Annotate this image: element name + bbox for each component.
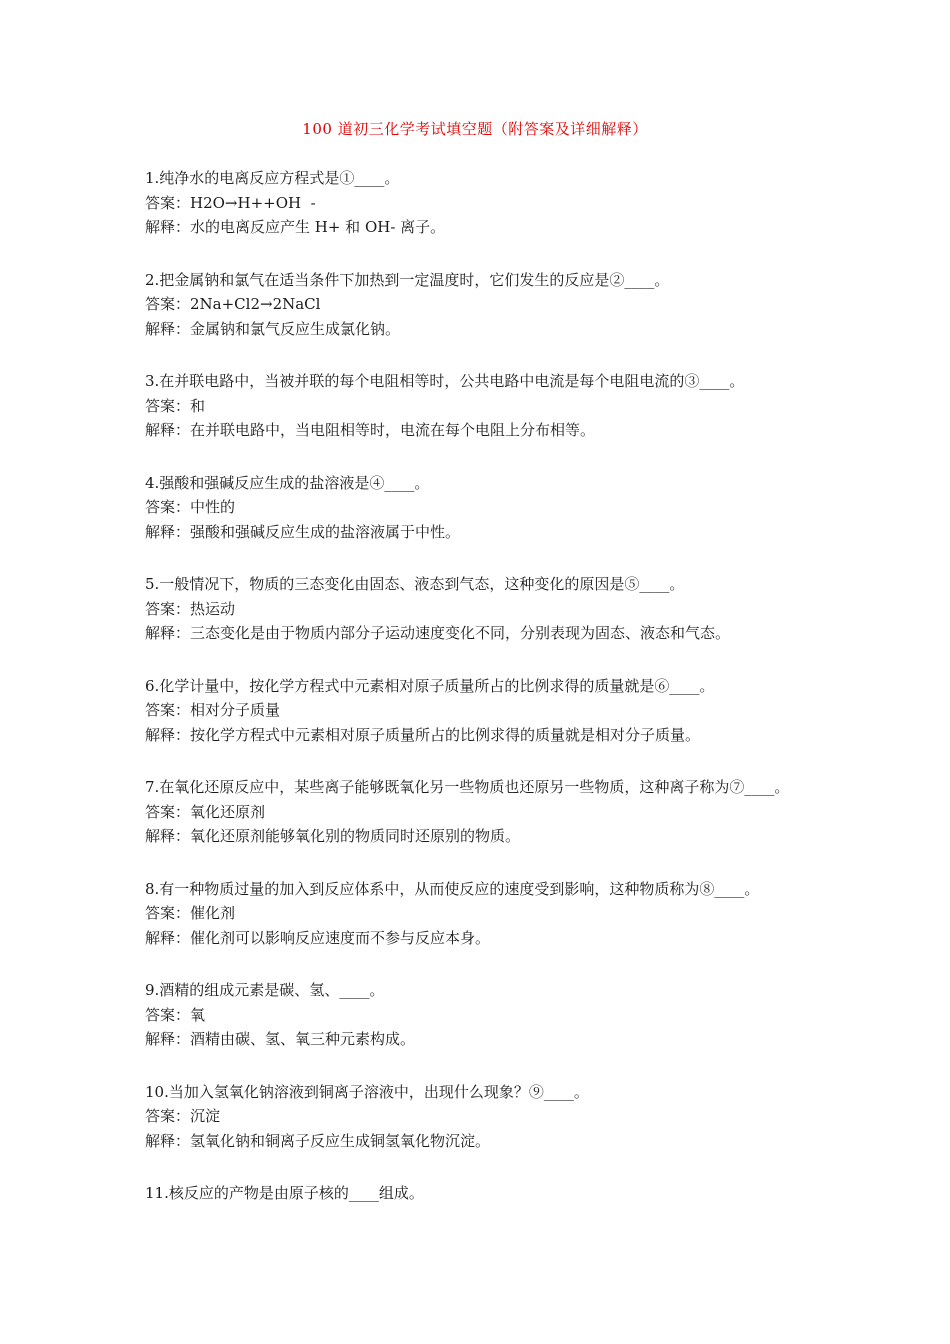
- question-text: 7.在氧化还原反应中，某些离子能够既氧化另一些物质也还原另一些物质，这种离子称为⑦____。: [145, 778, 790, 796]
- question-text: 9.酒精的组成元素是碳、氢、____。: [145, 981, 385, 999]
- explanation-text: 解释：三态变化是由于物质内部分子运动速度变化不同，分别表现为固态、液态和气态。: [145, 624, 731, 642]
- question-block: [145, 572, 815, 646]
- question-text: 8.有一种物质过量的加入到反应体系中，从而使反应的速度受到影响，这种物质称为⑧____。: [145, 879, 760, 898]
- explanation-text: 解释：催化剂可以影响反应速度而不参与反应本身。: [145, 928, 491, 947]
- question-block: [145, 166, 815, 240]
- answer-text: 答案：2Na+Cl2→2NaCl: [145, 295, 321, 313]
- explanation-text: 解释：在并联电路中，当电阻相等时，电流在每个电阻上分布相等。: [145, 421, 596, 439]
- question-block: [145, 978, 815, 1052]
- question-text: 3.在并联电路中，当被并联的每个电阻相等时，公共电路中电流是每个电阻电流的③____。: [145, 372, 745, 390]
- question-block: [145, 674, 815, 748]
- question-block: [145, 877, 815, 951]
- answer-text: 答案：H2O→H++OH -: [145, 193, 316, 212]
- answer-text: 答案：热运动: [145, 599, 236, 618]
- question-text: 1.纯净水的电离反应方程式是①____。: [145, 169, 400, 187]
- explanation-text: 解释：氧化还原剂能够氧化别的物质同时还原别的物质。: [145, 827, 521, 845]
- answer-text: 答案：氧: [145, 1005, 206, 1024]
- question-text: 4.强酸和强碱反应生成的盐溶液是④____。: [145, 473, 430, 492]
- question-text: 10.当加入氢氧化钠溶液到铜离子溶液中，出现什么现象？⑨____。: [145, 1082, 589, 1101]
- explanation-text: 解释：氢氧化钠和铜离子反应生成铜氢氧化物沉淀。: [145, 1131, 491, 1150]
- question-text: 6.化学计量中，按化学方程式中元素相对原子质量所占的比例求得的质量就是⑥____。: [145, 676, 715, 695]
- explanation-text: 解释：水的电离反应产生 H+ 和 OH- 离子。: [145, 218, 446, 236]
- answer-text: 答案：沉淀: [145, 1107, 221, 1125]
- answer-text: 答案：相对分子质量: [145, 701, 281, 719]
- question-block: [145, 775, 815, 849]
- question-block: [145, 268, 815, 342]
- answer-text: 答案：中性的: [145, 498, 236, 516]
- answer-text: 答案：和: [145, 396, 206, 415]
- question-text: 11.核反应的产物是由原子核的____组成。: [145, 1184, 424, 1202]
- answer-text: 答案：催化剂: [145, 904, 236, 922]
- explanation-text: 解释：强酸和强碱反应生成的盐溶液属于中性。: [145, 522, 461, 541]
- question-text: 2.把金属钠和氯气在适当条件下加热到一定温度时，它们发生的反应是②____。: [145, 270, 670, 289]
- question-block: [145, 471, 815, 545]
- question-block: [145, 1080, 815, 1154]
- question-text: 5.一般情况下，物质的三态变化由固态、液态到气态，这种变化的原因是⑤____。: [145, 575, 685, 593]
- question-block: [145, 369, 815, 443]
- document-title: 100 道初三化学考试填空题（附答案及详细解释）: [302, 120, 648, 138]
- question-block: [145, 1181, 815, 1206]
- answer-text: 答案：氧化还原剂: [145, 802, 266, 821]
- explanation-text: 解释：金属钠和氯气反应生成氯化钠。: [145, 319, 401, 338]
- explanation-text: 解释：酒精由碳、氢、氧三种元素构成。: [145, 1030, 416, 1048]
- question-list: [145, 166, 815, 1234]
- explanation-text: 解释：按化学方程式中元素相对原子质量所占的比例求得的质量就是相对分子质量。: [145, 725, 701, 744]
